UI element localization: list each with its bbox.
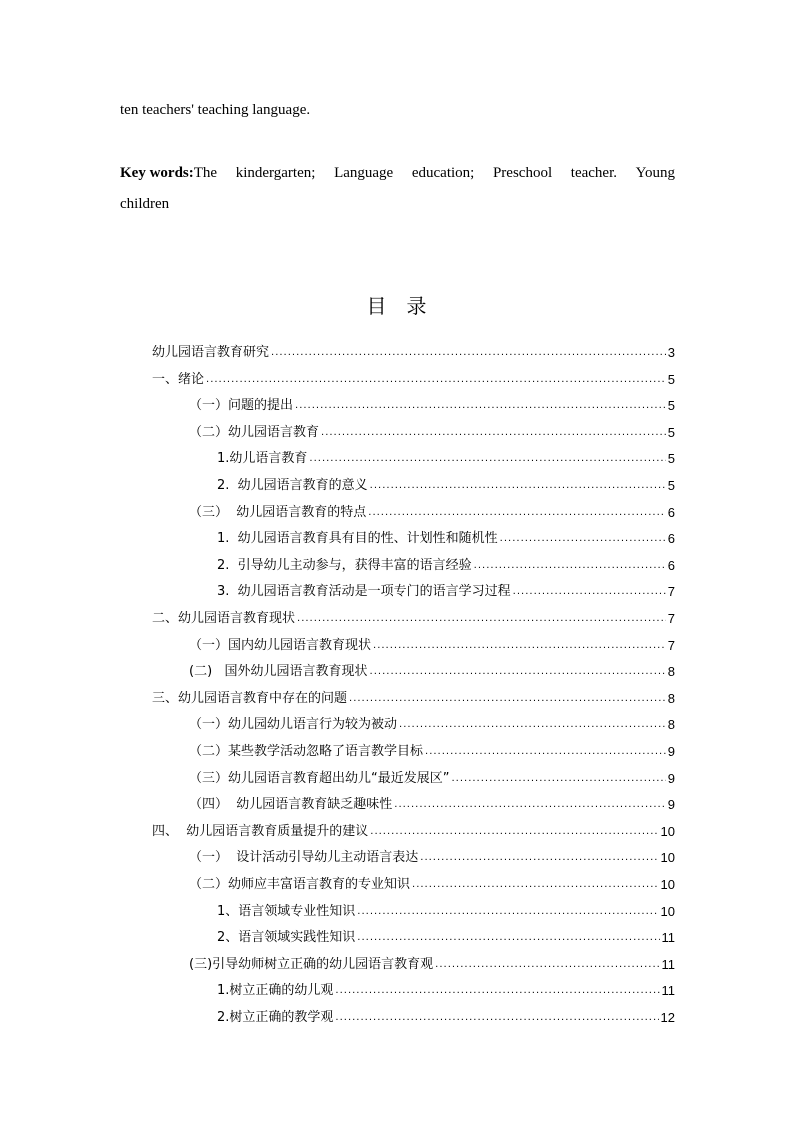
keyword-word: The: [193, 165, 218, 181]
toc-entry-title: 2、语言领域实践性知识: [217, 930, 356, 946]
toc-entry-page-number: 8: [667, 664, 675, 680]
toc-dot-leader: [357, 905, 658, 919]
toc-entry-title: （二）幼师应丰富语言教育的专业知识: [189, 877, 411, 892]
toc-entry-page-number: 6: [667, 531, 675, 547]
toc-entry-title: （一）国内幼儿园语言教育现状: [189, 637, 372, 653]
toc-entry-page-number: 7: [667, 637, 675, 653]
toc-dot-leader: [335, 984, 659, 998]
toc-entry-title: 1、语言领域专业性知识: [217, 903, 356, 919]
toc-entry-page-number: 5: [667, 424, 675, 440]
toc-entry[interactable]: [152, 602, 675, 626]
toc-entry-page-number: 12: [660, 1010, 675, 1025]
toc-entry[interactable]: [152, 336, 675, 360]
toc-dot-leader: [335, 1011, 658, 1025]
toc-entry-title: 幼儿园语言教育研究: [152, 345, 270, 360]
toc-entry[interactable]: [189, 496, 675, 520]
keyword-word: kindergarten;: [235, 165, 316, 181]
toc-dot-leader: [474, 559, 666, 573]
toc-dot-leader: [420, 851, 658, 865]
toc-dot-leader: [370, 825, 658, 839]
toc-dot-leader: [297, 612, 666, 626]
toc-dot-leader: [435, 958, 659, 972]
toc-entry-page-number: 9: [667, 744, 675, 759]
toc-entry-page-number: 5: [667, 398, 675, 414]
toc-entry[interactable]: [217, 442, 675, 466]
toc-entry-page-number: 10: [660, 850, 675, 866]
toc-entry-title: (三)引导幼师树立正确的幼儿园语言教育观: [189, 956, 434, 972]
toc-entry[interactable]: [189, 788, 675, 812]
toc-dot-leader: [349, 692, 666, 706]
toc-entry-title: 三、幼儿园语言教育中存在的问题: [152, 690, 348, 706]
toc-dot-leader: [368, 506, 666, 520]
toc-entry-title: 1. 幼儿园语言教育具有目的性、计划性和随机性: [217, 531, 498, 547]
toc-dot-leader: [500, 532, 666, 546]
toc-dot-leader: [206, 373, 666, 387]
toc-dot-leader: [399, 718, 666, 732]
toc-dot-leader: [394, 798, 666, 812]
toc-entry-title: （一）问题的提出: [189, 398, 294, 414]
toc-entry[interactable]: [189, 868, 675, 892]
toc-entry[interactable]: [189, 629, 675, 653]
toc-entry[interactable]: [152, 815, 675, 839]
keywords-line: [120, 165, 675, 182]
toc-entry[interactable]: [189, 416, 675, 440]
toc-dot-leader: [451, 772, 665, 786]
toc-entry-page-number: 11: [661, 956, 675, 972]
toc-entry-page-number: 11: [661, 983, 675, 999]
toc-entry-page-number: 3: [667, 345, 675, 360]
toc-entry[interactable]: [152, 363, 675, 387]
toc-entry[interactable]: [189, 735, 675, 759]
toc-entry-page-number: 6: [667, 504, 675, 520]
toc-dot-leader: [412, 878, 659, 892]
toc-entry-title: 3. 幼儿园语言教育活动是一项专门的语言学习过程: [217, 584, 511, 600]
toc-entry-title: 1.树立正确的幼儿观: [217, 983, 334, 999]
toc-entry-page-number: 7: [667, 611, 675, 626]
keywords-first-group: [120, 165, 217, 182]
toc-entry[interactable]: [189, 841, 675, 865]
toc-entry-title: 2.树立正确的教学观: [217, 1010, 334, 1025]
toc-entry[interactable]: [217, 469, 675, 493]
toc-entry-title: 2. 引导幼儿主动参与，获得丰富的语言经验: [217, 557, 472, 573]
toc-dot-leader: [425, 745, 666, 759]
toc-dot-leader: [370, 479, 666, 493]
keyword-word: Preschool: [492, 165, 553, 181]
toc-entry-title: （三）幼儿园语言教育超出幼儿“最近发展区”: [189, 770, 450, 786]
toc-entry-title: 2. 幼儿园语言教育的意义: [217, 478, 368, 493]
keyword-word: education;: [411, 165, 475, 181]
toc-entry-page-number: 8: [667, 717, 675, 733]
toc-entry[interactable]: [189, 708, 675, 732]
toc-dot-leader: [295, 399, 666, 413]
toc-entry[interactable]: [152, 682, 675, 706]
toc-entry[interactable]: [217, 921, 675, 945]
toc-dot-leader: [321, 426, 666, 440]
toc-entry-title: (二) 国外幼儿园语言教育现状: [189, 664, 368, 680]
keywords-line-2: children: [120, 196, 170, 212]
toc-entry-title: （四） 幼儿园语言教育缺乏趣味性: [189, 797, 393, 813]
toc-entry-title: （一） 设计活动引导幼儿主动语言表达: [189, 850, 419, 866]
toc-entry-title: （二）某些教学活动忽略了语言教学目标: [189, 744, 424, 759]
keyword-word: teacher.: [570, 165, 617, 181]
toc-entry-page-number: 8: [667, 690, 675, 706]
toc-entry[interactable]: [189, 389, 675, 413]
toc-title: 目录: [366, 294, 447, 318]
toc-entry-page-number: 7: [667, 584, 675, 600]
toc-entry-title: 四、 幼儿园语言教育质量提升的建议: [152, 823, 369, 839]
toc-entry-page-number: 10: [660, 823, 675, 839]
toc-dot-leader: [271, 346, 666, 360]
toc-entry[interactable]: [217, 522, 675, 546]
toc-entry-title: 二、幼儿园语言教育现状: [152, 611, 296, 626]
toc-entry[interactable]: [189, 655, 675, 679]
toc-entry-page-number: 5: [667, 451, 675, 467]
toc-entry[interactable]: [217, 549, 675, 573]
toc-entry-page-number: 10: [660, 903, 675, 919]
toc-entry-title: （三） 幼儿园语言教育的特点: [189, 504, 367, 520]
toc-entry-page-number: 11: [661, 930, 675, 946]
toc-dot-leader: [309, 452, 665, 466]
toc-entry[interactable]: [217, 895, 675, 919]
toc-entry[interactable]: [189, 762, 675, 786]
toc-entry-title: 1.幼儿语言教育: [217, 451, 308, 467]
toc-entry-page-number: 10: [660, 877, 675, 892]
toc-entry-page-number: 5: [667, 371, 675, 387]
keywords-label: Key words:: [120, 165, 194, 181]
toc-dot-leader: [370, 665, 666, 679]
toc-entry-page-number: 6: [667, 557, 675, 573]
toc-entry[interactable]: [217, 974, 675, 998]
keyword-word: Language: [334, 165, 394, 181]
toc-entry-page-number: 9: [667, 797, 675, 813]
abstract-closing-line: ten teachers' teaching language.: [120, 102, 311, 118]
toc-entry-title: （一）幼儿园幼儿语言行为较为被动: [189, 717, 398, 733]
toc-dot-leader: [373, 639, 666, 653]
toc-entry-page-number: 9: [667, 770, 675, 786]
toc-entry[interactable]: [217, 1001, 675, 1025]
toc-entry-title: （二）幼儿园语言教育: [189, 424, 320, 440]
toc-dot-leader: [513, 585, 666, 599]
toc-dot-leader: [357, 931, 659, 945]
toc-entry-page-number: 5: [667, 478, 675, 493]
toc-entry[interactable]: [217, 575, 675, 599]
keyword-word: Young: [635, 165, 675, 181]
toc-entry-title: 一、绪论: [152, 371, 205, 387]
toc-entry[interactable]: [189, 948, 675, 972]
